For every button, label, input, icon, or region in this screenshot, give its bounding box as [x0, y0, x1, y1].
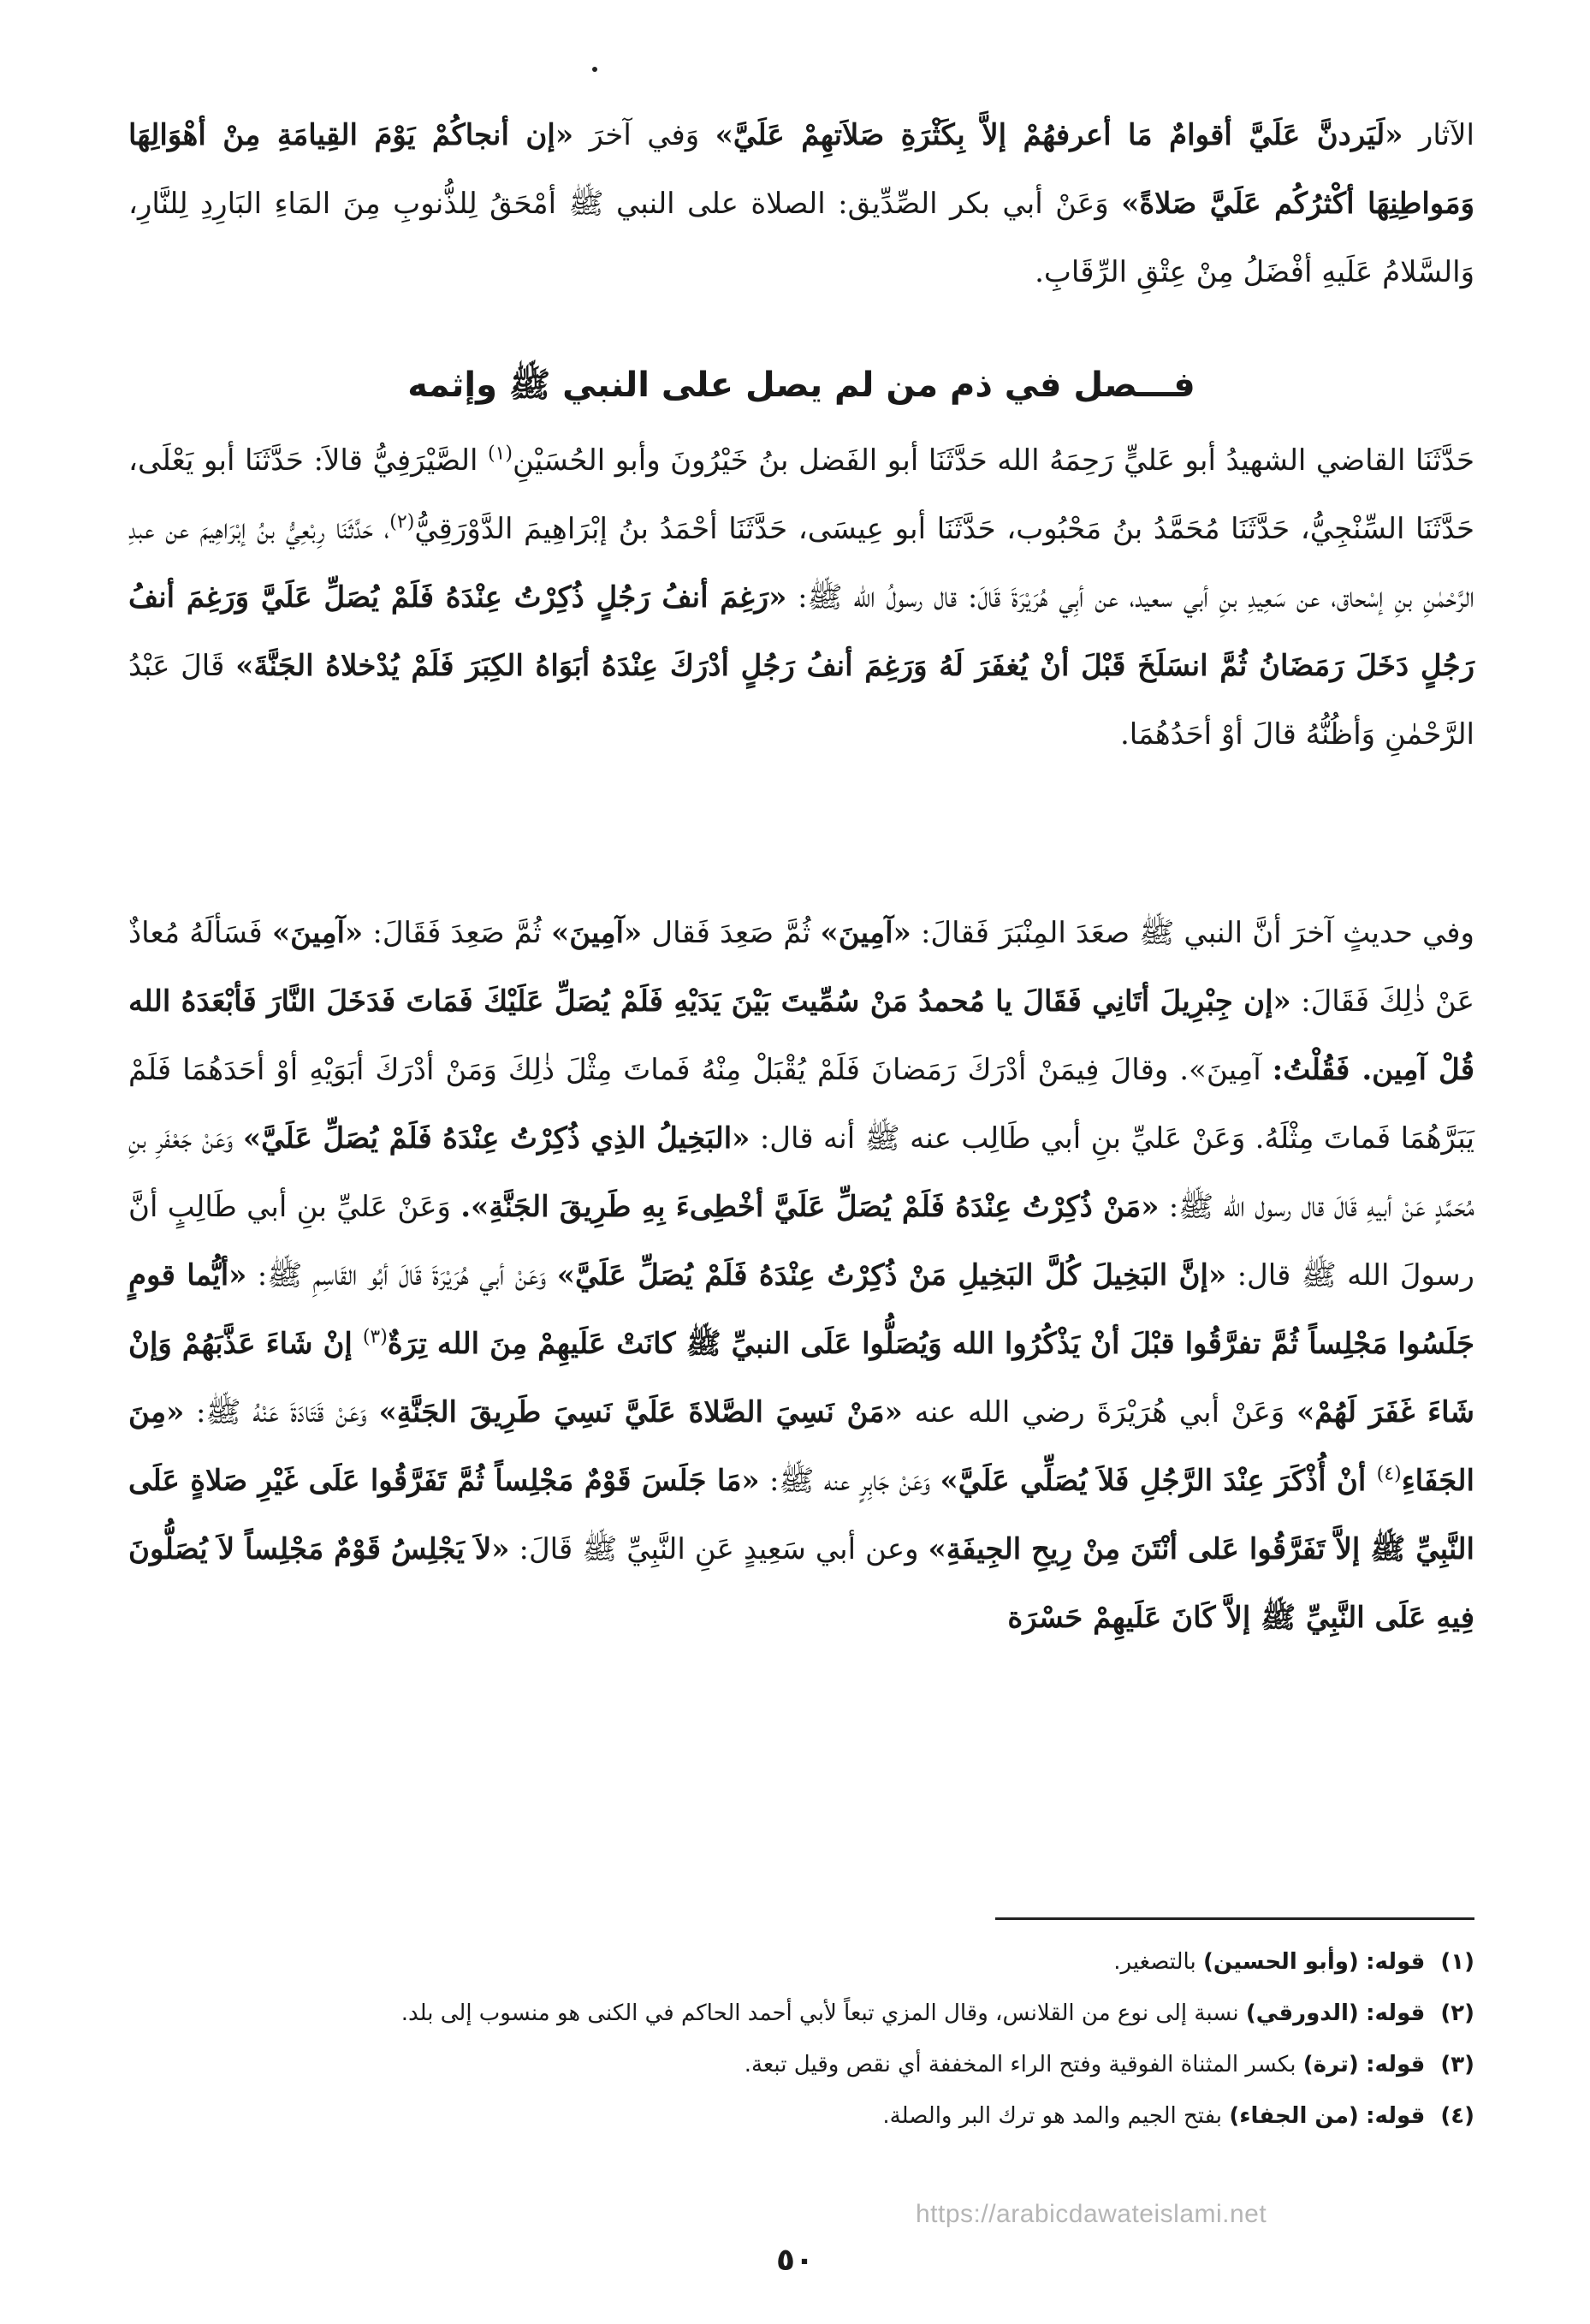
footnote-ref-4[interactable]: (٤): [1376, 1463, 1402, 1485]
hadith-quote: «مَنْ ذُكِرْتُ عِنْدَهُ فَلَمْ يُصَلِّ عَلَيَّ أخْطِىءَ بِهِ طَرِيقَ الجَنَّةِ».: [460, 1190, 1160, 1224]
hadith-quote: «مَا جَلَسَ قَوْمٌ مَجْلِساً ثُمَّ تَفَرَّقُوا عَلَى غَيْرِ صَلاةٍ عَلَى النَّبِيِّ ﷺ إلاَّ تَفَرَّقُوا عَلى أنْتَنَ مِنْ رِيحِ الجِيفَةِ»: [128, 1464, 1474, 1566]
footnotes: [128, 1936, 1474, 2142]
para2-text: آمِينَ». وقالَ فِيمَنْ أدْرَكَ رَمَضانَ فَلَمْ يُقْبَلْ مِنْهُ فَماتَ مِثْلَ ذٰلِكَ وَمَنْ أدْرَكَ أبَوَيْهِ أوْ أحَدَهُمَا فَلَمْ يَبَرَّهُمَا فَماتَ مِثْلَهُ. وَعَنْ عَليِّ بنِ أبي طَالِب عنه ﷺ أنه قال:: [128, 1053, 1475, 1156]
hadith-quote: «آمِينَ»: [271, 916, 364, 950]
hadith-quote: «مَنْ نَسِيَ الصَّلاةَ عَلَيَّ نَسِيَ طَرِيقَ الجَنَّةِ»: [378, 1395, 903, 1429]
hadith-quote: «إن أنجاكُمْ يَوْمَ القِيامَةِ مِنْ أهْوَالِهَا وَمَواطِنِهَا أكْثرُكُم عَلَيَّ صَلاةً»: [128, 118, 1474, 221]
footnote-term: (ترة): [1302, 2052, 1359, 2077]
footnote-body: بفتح الجيم والمد هو ترك البر والصلة.: [882, 2103, 1230, 2129]
hadith-quote: «إن جِبْرِيلَ أتَانِي فَقَالَ يا مُحمدُ مَنْ سُمِّيتَ بَيْنَ يَدَيْهِ فَلَمْ يُصَلِّ عَلَيْكَ فَمَاتَ فَدَخَلَ النَّارَ فَأبْعَدَهُ الله قُلْ آمِين. فَقُلْتُ:: [128, 984, 1474, 1087]
para2-text: ثُمَّ صَعِدَ فَقَالَ:: [363, 916, 551, 950]
footnote-item: [128, 1988, 1474, 2039]
footnote-item: [128, 1936, 1474, 1988]
hadith-quote: «لَيَردنَّ عَلَيَّ أقوامٌ مَا أعرفهُمْ إلاَّ بِكَثْرَةِ صَلاَتهِمْ عَلَيَّ»: [715, 118, 1403, 152]
para1-text-3: ، حَدَّثَنَا رِبْعِيُّ بنُ إبْرَاهِيمَ عن عبدِ الرَّحْمٰنِ بنِ إسْحاق، عن سَعِيدِ بنِ أبي سعيد، عن أبِي هُرَيْرَةَ قَالَ: قال رسولُ الله ﷺ:: [128, 512, 1474, 615]
footnote-divider: [995, 1917, 1474, 1920]
footnote-number: (٣): [1440, 2052, 1474, 2077]
footnote-lead: قوله:: [1366, 2103, 1426, 2129]
footnote-text: [1113, 1936, 1425, 1988]
footnote-body: نسبة إلى نوع من القلانس، وقال المزي تبعاً لأبي أحمد الحاكم في الكنى هو منسوب إلى بلد.: [400, 2000, 1246, 2026]
intro-paragraph: [128, 101, 1474, 306]
para2-text: وَعَنْ أبي هُرَيْرَةَ رضي الله عنه: [902, 1395, 1297, 1429]
section-heading: فـــصل في ذم من لم يصل على النبي ﷺ وإثمه: [407, 366, 1195, 405]
footnote-text: [401, 1988, 1426, 2039]
para2-text: وعن أبي سَعِيدٍ عَنِ النَّبِيِّ ﷺ قَالَ:: [509, 1532, 928, 1566]
para2-text: وَعَنْ جَابِرٍ عنه ﷺ:: [759, 1464, 940, 1498]
hadith-quote: «آمِينَ»: [550, 916, 643, 950]
para2-text: وَعَنْ جَعْفَرِ بنِ مُحَمَّدٍ عَنْ أبيهِ قَالَ قال رسول الله ﷺ:: [128, 1121, 1475, 1224]
watermark-url: https://arabicdawateislami.net: [916, 2200, 1267, 2228]
footnote-number: (٢): [1440, 2000, 1474, 2026]
footnote-text: [745, 2039, 1426, 2090]
hadith-quote: «آمِينَ»: [820, 916, 911, 950]
footnote-number: (١): [1440, 1949, 1474, 1975]
para2-text: وفي حديثٍ آخرَ أنَّ النبي ﷺ صعَدَ المِنْبَرَ فَقالَ:: [911, 916, 1474, 950]
hadith-quote: «مِنَ الجَفَاءِ: [128, 1395, 1474, 1498]
hadith-quote: «رَغِمَ أنفُ رَجُلٍ ذُكِرْتُ عِنْدَهُ فَلَمْ يُصَلِّ عَلَيَّ وَرَغِمَ أنفُ رَجُلٍ دَخَلَ رَمَضَانُ ثُمَّ انسَلَخَ قَبْلَ أنْ يُغفَرَ لَهُ وَرَغِمَ أنفُ رَجُلٍ أدْرَكَ عِنْدَهُ أبَوَاهُ الكِبَرَ فَلَمْ يُدْخلاهُ الجَنَّةَ»: [128, 580, 1475, 683]
footnote-number: (٤): [1440, 2103, 1474, 2129]
hadith-quote: إنْ شَاءَ عَذَّبَهُمْ وَإنْ شَاءَ غَفَرَ لَهُمْ»: [128, 1327, 1474, 1429]
para2-text: ثُمَّ صَعِدَ فَقال: [642, 916, 821, 950]
footnote-lead: قوله:: [1366, 2000, 1426, 2026]
para1-text-2: الصَّيْرَفِيُّ قالاَ: حَدَّثَنَا أبو يَعْلَى، حَدَّثَنَا السِّنْجِيُّ، حَدَّثَنَا مُحَمَّدُ بنُ مَحْبُوب، حَدَّثَنَا أبو عِيسَى، حَدَّثَنَا أحْمَدُ بنُ إبْرَاهِيمَ الدَّوْرَقِيُّ: [128, 443, 1475, 546]
para1-text-4: قَالَ عَبْدُ الرَّحْمٰنِ وَأظُنُّهُ قالَ أوْ أحَدُهُمَا.: [128, 649, 1474, 752]
intro-text-3: وَعَنْ أبي بكر الصِّدِّيق: الصلاة على النبي ﷺ أمْحَقُ لِلذُّنوبِ مِنَ المَاءِ البَارِدِ لِلنَّارِ، وَالسَّلامُ عَلَيهِ أفْضَلُ مِنْ عِتْقِ الرِّقَابِ.: [128, 187, 1474, 289]
footnote-term: (الدورقي): [1245, 2000, 1359, 2026]
para2-text: وَعَنْ عَليِّ بنِ أبي طَالِبٍ أنَّ رسولَ الله ﷺ قال:: [128, 1190, 1474, 1293]
footnote-ref-1[interactable]: (١): [487, 443, 513, 465]
footnote-item: [128, 2090, 1474, 2142]
footnote-term: (وأبو الحسين): [1202, 1949, 1359, 1975]
footnote-lead: قوله:: [1366, 2052, 1426, 2077]
para2-text: وَعَنْ أبي هُرَيْرَةَ قَالَ أبُو القَاسِمِ ﷺ:: [246, 1258, 557, 1293]
para1-text-1: حَدَّثَنَا القاضي الشهيدُ أبو عَليٍّ رَحِمَهُ الله حَدَّثَنَا أبو الفَضل بنُ خَيْرُونَ وأبو الحُسَيْنِ: [512, 443, 1474, 478]
para2-text: وَعَنْ قَتَادَةَ عَنْهُ ﷺ:: [184, 1395, 379, 1429]
para2-text: فَسَألَهُ مُعاذٌ عَنْ ذٰلِكَ فَقَالَ:: [128, 916, 1475, 1019]
hadith-quote: «أيُّما قومٍ جَلَسُوا مَجْلِساً ثُمَّ تفرَّقُوا قبْلَ أنْ يَذْكُرُوا الله وَيُصَلُّوا عَلَى النبيِّ ﷺ كانَتْ عَلَيهِمْ مِنَ الله تِرَةٌ: [128, 1258, 1474, 1361]
chain-of-narration-paragraph: [128, 426, 1474, 769]
footnote-lead: قوله:: [1366, 1949, 1426, 1975]
hadith-paragraph: [128, 899, 1474, 1652]
page-number: ٥٠: [776, 2243, 814, 2278]
footnote-body: بكسر المثناة الفوقية وفتح الراء المخففة أي نقص وقيل تبعة.: [744, 2052, 1303, 2077]
hadith-quote: «إنَّ البَخِيلَ كُلَّ البَخِيلِ مَنْ ذُكِرْتُ عِنْدَهُ فَلَمْ يُصَلِّ عَلَيَّ»: [556, 1258, 1227, 1293]
hadith-quote: «البَخِيلُ الذِي ذُكِرْتُ عِنْدَهُ فَلَمْ يُصَلِّ عَلَيَّ»: [242, 1121, 751, 1156]
hadith-quote: «لاَ يَجْلِسُ قَوْمٌ مَجْلِساً لاَ يُصَلُّونَ فِيهِ عَلَى النَّبِيِّ ﷺ إلاَّ كَانَ عَلَيهِمْ حَسْرَة: [128, 1532, 1474, 1635]
footnote-ref-2[interactable]: (٢): [389, 511, 415, 533]
hadith-quote: أنْ أُذْكَرَ عِنْدَ الرَّجُلِ فَلاَ يُصَلِّي عَلَيَّ»: [940, 1464, 1377, 1498]
printer-dot-mark: [592, 67, 597, 72]
footnote-body: بالتصغير.: [1113, 1949, 1203, 1975]
intro-text-1: الآثار: [1403, 118, 1474, 152]
footnote-item: [128, 2039, 1474, 2090]
footnote-term: (من الجفاء): [1229, 2103, 1359, 2129]
intro-text-2: وَفي آخرَ: [573, 118, 715, 152]
footnote-text: [882, 2090, 1425, 2142]
footnote-ref-3[interactable]: (٣): [362, 1326, 388, 1348]
